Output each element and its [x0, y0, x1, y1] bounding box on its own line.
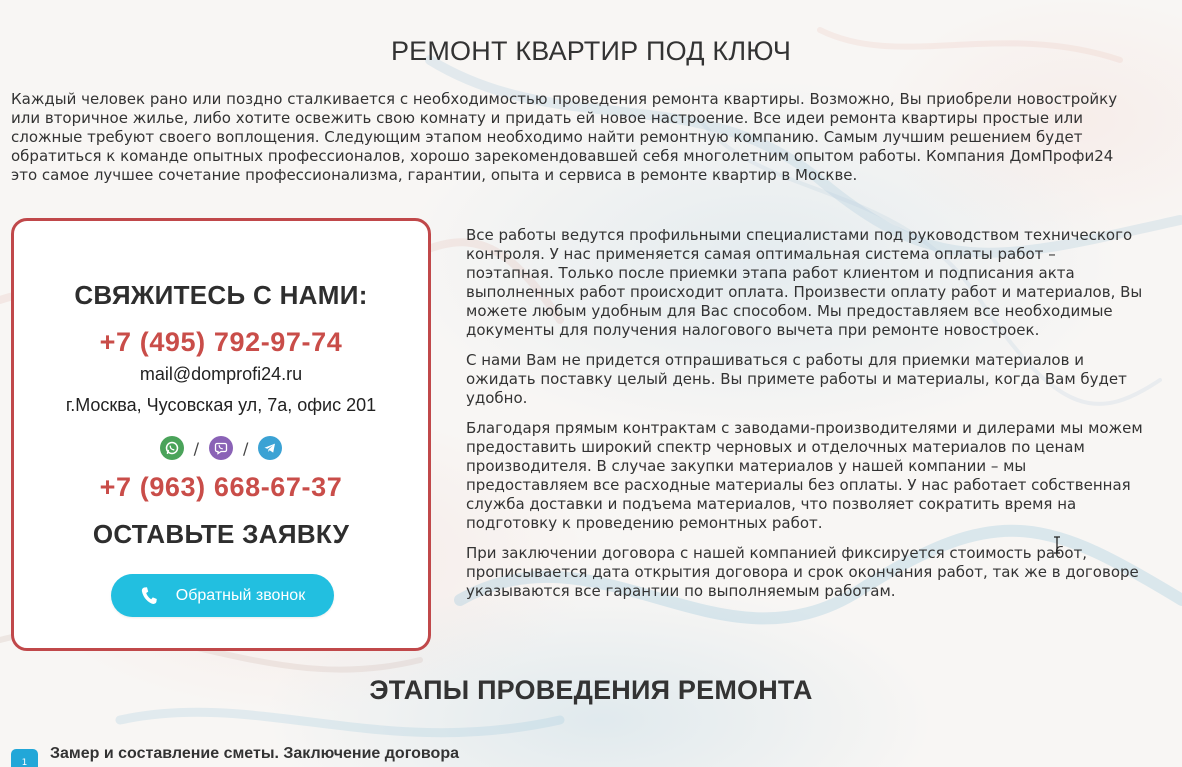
intro-text: Каждый человек рано или поздно сталкивается с необходимостью проведения ремонта квартиры. Возможно, Вы приобрели новостройку или вторичное жилье, либо хотите освежить свою комнату и придать ей новое настроение. Все идеи ремонта квартиры простые или сложные требуют своего воплощения. Следующим этапом необходимо найти ремонтную компанию. Самым лучшим решением будет обратиться к команде опытных профессионалов, хорошо зарекомендовавшей себя многолетним опытом работы. Компания ДомПрофи24 это самое лучшее сочетание профессионализма, гарантии, опыта и сервиса в ремонте квартир в Москве. — [11, 90, 1118, 184]
details-paragraph: Все работы ведутся профильными специалистами под руководством технического контроля. У нас применяется самая оптимальная система оплаты работ – поэтапная. Только после приемки этапа работ клиентом и подписания акта выполненных работ происходит оплата. Произвести оплату работ и материалов, Вы можете любым удобным для Вас способом. Мы предоставляем все необходимые документы для получения налогового вычета при ремонте новостроек. — [466, 226, 1143, 339]
phone-icon — [140, 586, 158, 606]
request-title: ОСТАВЬТЕ ЗАЯВКУ — [92, 519, 350, 549]
mobile-phone-link[interactable]: +7 (963) 668-67-37 — [99, 472, 343, 502]
main-phone-link[interactable]: +7 (495) 792-97-74 — [99, 327, 343, 357]
address-text: г.Москва, Чусовская ул, 7а, офис 201 — [65, 395, 377, 415]
details-paragraph: С нами Вам не придется отпрашиваться с работы для приемки материалов и ожидать поставку целый день. Вы примете работы и материалы, когда Вам будет удобно. — [466, 351, 1127, 407]
viber-icon[interactable] — [209, 436, 233, 460]
stage-title: Замер и составление сметы. Заключение договора — [50, 745, 459, 762]
separator: / — [193, 438, 199, 458]
telegram-icon[interactable] — [258, 436, 282, 460]
email-link[interactable]: mail@domprofi24.ru — [139, 364, 303, 384]
stage-item — [11, 745, 459, 767]
stages-title: ЭТАПЫ ПРОВЕДЕНИЯ РЕМОНТА — [369, 675, 813, 705]
details-column — [466, 226, 1146, 612]
messenger-links — [14, 436, 428, 460]
callback-label: Обратный звонок — [175, 586, 306, 604]
separator: / — [243, 438, 249, 458]
text-cursor-icon — [1052, 536, 1062, 554]
callback-button[interactable] — [111, 574, 334, 617]
contact-title: СВЯЖИТЕСЬ С НАМИ: — [74, 280, 368, 310]
whatsapp-icon[interactable] — [160, 436, 184, 460]
stage-number: 1 — [11, 749, 38, 767]
details-paragraph: При заключении договора с нашей компанией фиксируется стоимость работ, прописывается дата открытия договора и срок окончания работ, так же в договоре указываются все гарантии по выполняемым работам. — [466, 544, 1139, 600]
details-paragraph: Благодаря прямым контрактам с заводами-производителями и дилерами мы можем предоставить широкий спектр черновых и отделочных материалов по ценам производителя. В случае закупки материалов у нашей компании – мы предоставляем все расходные материалы без оплаты. У нас работает собственная служба доставки и подъема материалов, что позволяет сократить время на подготовку к проведению ремонтных работ. — [466, 419, 1143, 532]
contact-card — [11, 218, 431, 651]
page-title: РЕМОНТ КВАРТИР ПОД КЛЮЧ — [390, 36, 792, 66]
